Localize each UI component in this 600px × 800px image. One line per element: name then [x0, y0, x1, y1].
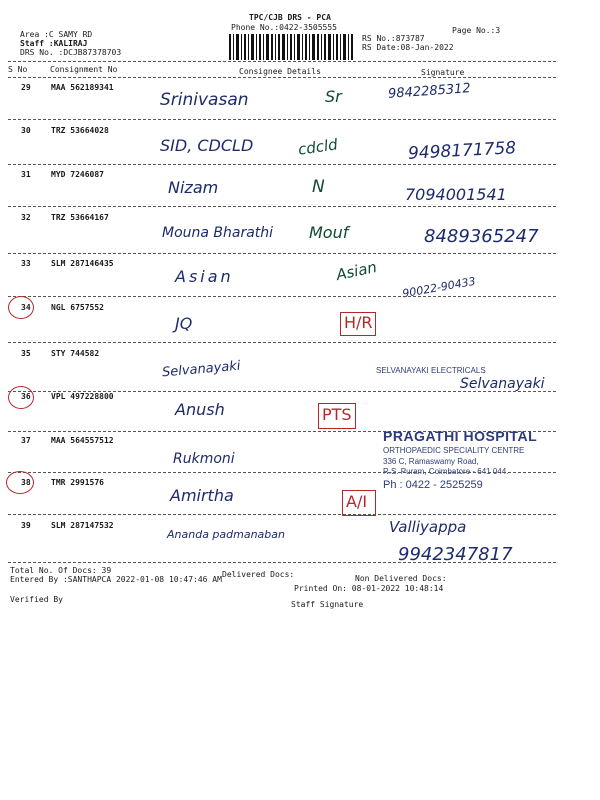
consignee-name: Asian [175, 267, 234, 286]
divider [8, 562, 556, 563]
consignee-name: Anush [175, 400, 225, 419]
non-delivered-docs: Non Delivered Docs: [355, 574, 447, 583]
phone-handwritten: 9842285312 [387, 81, 472, 102]
phone-handwritten: 9498171758 [407, 138, 517, 164]
electricals-stamp: SELVANAYAKI ELECTRICALS [376, 366, 486, 375]
staff-signature: Staff Signature [291, 600, 364, 609]
row-sno: 32 [21, 213, 31, 222]
row-sno: 37 [21, 436, 31, 445]
verified-by: Verified By [10, 595, 63, 604]
row-sno: 38 [21, 478, 31, 487]
consignee-name: Mouna Bharathi [162, 225, 274, 241]
row-consignment: TRZ 53664167 [51, 213, 109, 222]
hospital-stamp-phone: Ph : 0422 - 2525259 [383, 479, 483, 491]
divider [8, 119, 556, 120]
row-consignment: SLM 287147532 [51, 521, 114, 530]
consignee-name: Srinivasan [160, 90, 249, 110]
divider [8, 342, 556, 343]
hospital-stamp-addr: R.S. Puram, Coimbatore - 641 044. [383, 467, 509, 476]
row-consignment: VPL 497228800 [51, 392, 114, 401]
phone-handwritten: 8489365247 [424, 226, 539, 247]
row-sno: 31 [21, 170, 31, 179]
signature: N [312, 177, 325, 197]
signature: Asian [334, 257, 379, 285]
consignee-name: JQ [175, 314, 193, 333]
consignee-name: SID, CDCLD [160, 136, 254, 155]
signature: Sr [325, 87, 342, 106]
divider [8, 253, 556, 254]
row-sno: 33 [21, 259, 31, 268]
col-signature: Signature [421, 68, 465, 77]
consignee-name: Nizam [168, 178, 219, 197]
phone-number: Phone No.:0422-3505555 [231, 23, 337, 32]
phone-handwritten: 90022-90433 [401, 274, 477, 301]
barcode [229, 34, 353, 60]
row-sno: 30 [21, 126, 31, 135]
row-consignment: STY 744582 [51, 349, 100, 358]
hospital-stamp-addr: 336 C, Ramaswamy Road, [383, 457, 479, 466]
row-consignment: MAA 564557512 [51, 436, 114, 445]
hospital-stamp-name: PRAGATHI HOSPITAL [383, 428, 538, 444]
divider [8, 472, 556, 473]
status-mark: PTS [322, 405, 352, 424]
staff-label: Staff :KALIRAJ [20, 39, 88, 48]
row-sno: 36 [21, 392, 31, 401]
total-docs: Total No. Of Docs: 39 [10, 566, 112, 575]
page-number: Page No.:3 [452, 26, 501, 35]
phone-handwritten: 7094001541 [405, 185, 507, 204]
phone-handwritten: 9942347817 [398, 544, 513, 565]
col-consignee: Consignee Details [239, 67, 321, 76]
rs-number: RS No.:873787 [362, 34, 425, 43]
row-consignment: MYD 7246087 [51, 170, 104, 179]
printed-on: Printed On: 08-01-2022 10:48:14 [294, 584, 444, 593]
row-consignment: SLM 287146435 [51, 259, 114, 268]
row-consignment: TMR 2991576 [51, 478, 104, 487]
divider [8, 77, 556, 78]
divider [8, 296, 556, 297]
delivered-docs: Delivered Docs: [222, 570, 295, 579]
drs-number: DRS No. :DCJB87378703 [20, 48, 122, 57]
row-sno: 29 [21, 83, 31, 92]
signature: Valliyappa [389, 518, 467, 536]
divider [8, 514, 556, 515]
document-title: TPC/CJB DRS - PCA [249, 13, 331, 22]
divider [8, 206, 556, 207]
signature: Mouf [309, 223, 349, 242]
divider [8, 164, 556, 165]
row-consignment: MAA 562189341 [51, 83, 114, 92]
signature: Selvanayaki [460, 376, 545, 392]
entered-by: Entered By :SANTHAPCA 2022-01-08 10:47:46 AM [10, 575, 222, 584]
consignee-name: Amirtha [170, 486, 234, 505]
row-consignment: TRZ 53664028 [51, 126, 109, 135]
row-sno: 39 [21, 521, 31, 530]
row-sno: 35 [21, 349, 31, 358]
signature: cdcld [296, 135, 339, 159]
rs-date: RS Date:08-Jan-2022 [362, 43, 454, 52]
divider [8, 61, 556, 62]
row-consignment: NGL 6757552 [51, 303, 104, 312]
status-mark: H/R [344, 313, 373, 332]
col-consignment: Consignment No [50, 65, 118, 74]
col-sno: S No [8, 65, 28, 74]
consignee-name: Rukmoni [173, 451, 235, 467]
status-mark: A/I [346, 492, 368, 511]
hospital-stamp-sub: ORTHOPAEDIC SPECIALITY CENTRE [383, 446, 525, 455]
row-sno: 34 [21, 303, 31, 312]
consignee-name: Selvanayaki [161, 358, 242, 381]
area-label: Area :C SAMY RD [20, 30, 93, 39]
consignee-name: Ananda padmanaban [167, 528, 285, 541]
